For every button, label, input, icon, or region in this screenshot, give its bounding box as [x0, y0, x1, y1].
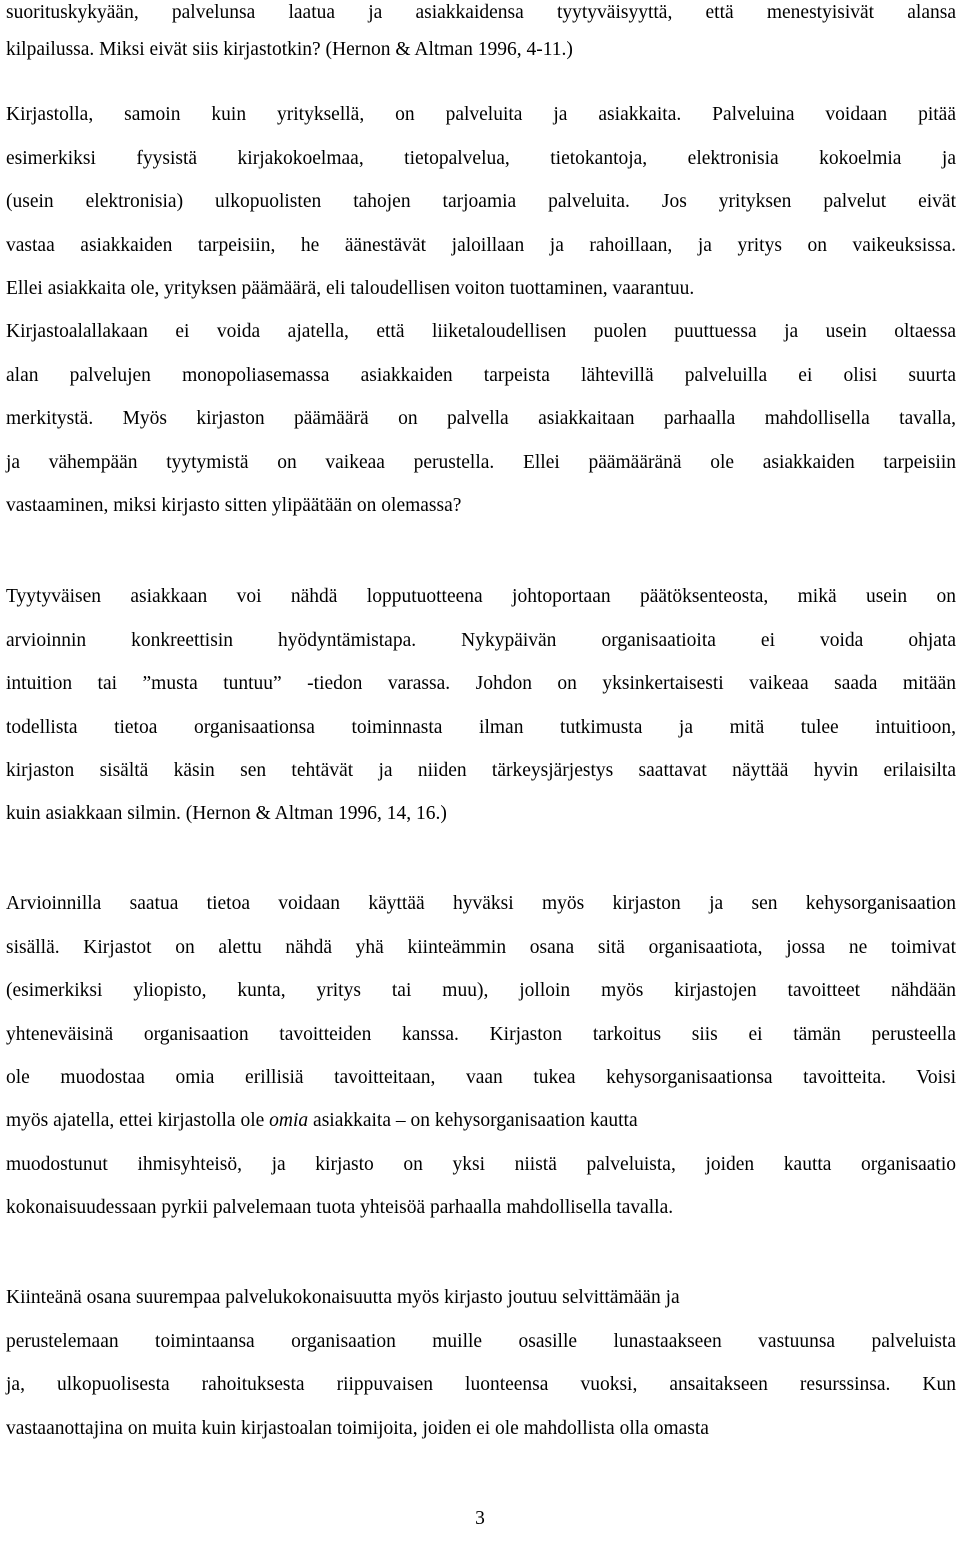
text-line: merkitystä. Myös kirjaston päämäärä on palvella asiakkaitaan parhaalla mahdollisella tavalla,: [6, 408, 956, 429]
text-line: kokonaisuudessaan pyrkii palvelemaan tuota yhteisöä parhaalla mahdollisella tavalla.: [6, 1197, 674, 1218]
text-line: myös ajatella, ettei kirjastolla ole omia asiakkaita – on kehysorganisaation kautta: [6, 1110, 638, 1131]
text-line: intuition tai ”musta tuntuu” -tiedon varassa. Johdon on yksinkertaisesti vaikeaa saada mitään: [6, 673, 956, 694]
text-line: (usein elektronisia) ulkopuolisten tahojen tarjoamia palveluita. Jos yrityksen palvelut eivät: [6, 191, 956, 212]
text-line: suorituskykyään, palvelunsa laatua ja asiakkaidensa tyytyväisyyttä, että menestyisivät alansa: [6, 2, 956, 23]
text-line: (esimerkiksi yliopisto, kunta, yritys tai muu), jolloin myös kirjastojen tavoitteet nähdään: [6, 980, 956, 1001]
text-line: Kirjastolla, samoin kuin yrityksellä, on palveluita ja asiakkaita. Palveluina voidaan pitää: [6, 104, 956, 125]
document-page: [6, 0, 956, 1550]
text-line: alan palvelujen monopoliasemassa asiakkaiden tarpeista lähtevillä palveluilla ei olisi suurta: [6, 365, 956, 386]
text-line: ja, ulkopuolisesta rahoituksesta riippuvaisen luonteensa vuoksi, ansaitakseen resurssinsa. Kun: [6, 1374, 956, 1395]
text-line: kirjaston sisältä käsin sen tehtävät ja niiden tärkeysjärjestys saattavat näyttää hyvin erilaisilta: [6, 760, 956, 781]
text-line: ja vähempään tyytymistä on vaikeaa perustella. Ellei päämääränä ole asiakkaiden tarpeisiin: [6, 452, 956, 473]
text-line: kilpailussa. Miksi eivät siis kirjastotkin? (Hernon & Altman 1996, 4-11.): [6, 39, 573, 60]
text-line: vastaanottajina on muita kuin kirjastoalan toimijoita, joiden ei ole mahdollista olla omasta: [6, 1418, 709, 1439]
page-number: 3: [475, 1508, 485, 1529]
text-line: vastaa asiakkaiden tarpeisiin, he äänestävät jaloillaan ja rahoillaan, ja yritys on vaikeuksissa.: [6, 235, 956, 256]
text-line: arvioinnin konkreettisin hyödyntämistapa. Nykypäivän organisaatioita ei voida ohjata: [6, 630, 956, 651]
text-line: Arvioinnilla saatua tietoa voidaan käyttää hyväksi myös kirjaston ja sen kehysorganisaation: [6, 893, 956, 914]
text-line: yhteneväisinä organisaation tavoitteiden kanssa. Kirjaston tarkoitus siis ei tämän perusteella: [6, 1024, 956, 1045]
text-line: ole muodostaa omia erillisiä tavoitteitaan, vaan tukea kehysorganisaationsa tavoitteita. Voisi: [6, 1067, 956, 1088]
text-line: todellista tietoa organisaationsa toiminnasta ilman tutkimusta ja mitä tulee intuitioon,: [6, 717, 956, 738]
text-line: Kiinteänä osana suurempaa palvelukokonaisuutta myös kirjasto joutuu selvittämään ja: [6, 1287, 680, 1308]
text-line: kuin asiakkaan silmin. (Hernon & Altman 1996, 14, 16.): [6, 803, 447, 824]
text-line: Tyytyväisen asiakkaan voi nähdä lopputuotteena johtoportaan päätöksenteosta, mikä usein on: [6, 586, 956, 607]
text-line: esimerkiksi fyysistä kirjakokoelmaa, tietopalvelua, tietokantoja, elektronisia kokoelmia ja: [6, 148, 956, 169]
text-line: vastaaminen, miksi kirjasto sitten ylipäätään on olemassa?: [6, 495, 462, 516]
text-line: perustelemaan toimintaansa organisaation muille osasille lunastaakseen vastuunsa palveluista: [6, 1331, 956, 1352]
text-line: muodostunut ihmisyhteisö, ja kirjasto on yksi niistä palveluista, joiden kautta organisaatio: [6, 1154, 956, 1175]
emphasized-word: omia: [269, 1110, 309, 1131]
text-line: Kirjastoalallakaan ei voida ajatella, että liiketaloudellisen puolen puuttuessa ja usein oltaessa: [6, 321, 956, 342]
text-line: sisällä. Kirjastot on alettu nähdä yhä kiinteämmin osana sitä organisaatiota, jossa ne toimivat: [6, 937, 956, 958]
text-line: Ellei asiakkaita ole, yrityksen päämäärä, eli taloudellisen voiton tuottaminen, vaarantuu.: [6, 278, 695, 299]
